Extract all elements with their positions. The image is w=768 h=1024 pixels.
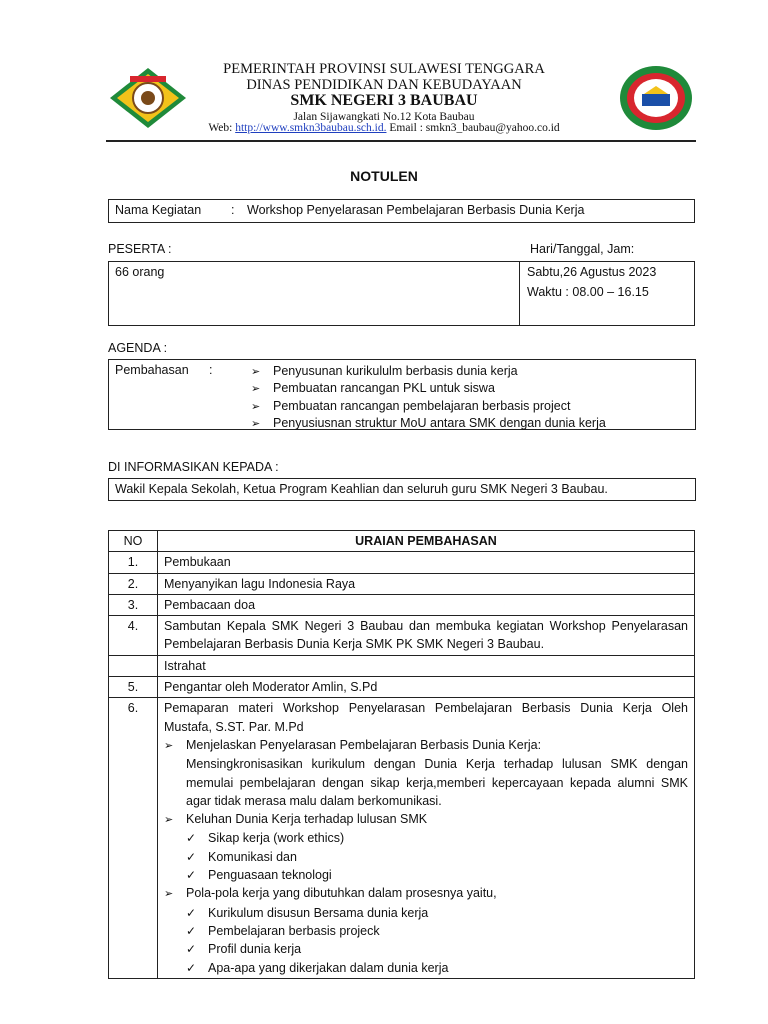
row-number: 1. [109, 552, 158, 573]
check-item: ✓ Komunikasi dan [186, 848, 688, 866]
col-no-header: NO [109, 531, 158, 552]
row6-content [158, 698, 695, 978]
row-number [109, 655, 158, 676]
arrow-bullet-icon: ➢ [164, 814, 174, 827]
row-number: 5. [109, 677, 158, 698]
check-item: ✓ Apa-apa yang dikerjakan dalam dunia kerja [186, 959, 688, 977]
peserta-divider [519, 262, 520, 325]
page-title: NOTULEN [350, 168, 418, 184]
date-value: Sabtu,26 Agustus 2023 [527, 265, 657, 279]
point2-title: ➢ Keluhan Dunia Kerja terhadap lulusan SMK [164, 810, 688, 829]
row-number: 3. [109, 594, 158, 615]
letterhead-line1: PEMERINTAH PROVINSI SULAWESI TENGGARA [223, 61, 545, 77]
web-label: Web: [208, 122, 236, 134]
kegiatan-value: Workshop Penyelarasan Pembelajaran Berbasis Dunia Kerja [247, 203, 585, 217]
school-name: SMK NEGERI 3 BAUBAU [290, 92, 478, 109]
checkmark-icon: ✓ [186, 923, 197, 938]
point3-title: ➢ Pola-pola kerja yang dibutuhkan dalam prosesnya yaitu, [164, 884, 688, 903]
point1-title: ➢ Menjelaskan Penyelarasan Pembelajaran Berbasis Dunia Kerja: [164, 736, 688, 755]
arrow-bullet-icon: ➢ [164, 888, 174, 901]
letterhead-line2: DINAS PENDIDIKAN DAN KEBUDAYAAN [246, 77, 522, 93]
arrow-bullet-icon: ➢ [251, 400, 261, 413]
table-row [109, 616, 695, 656]
kegiatan-sep: : [231, 203, 235, 217]
table-header-row [109, 531, 695, 552]
check-item: ✓ Pembelajaran berbasis projeck [186, 922, 688, 940]
row-text: Menyanyikan lagu Indonesia Raya [158, 573, 695, 594]
informasi-box [108, 478, 696, 501]
row-text: Pembacaan doa [158, 594, 695, 615]
website-link[interactable]: http://www.smkn3baubau.sch.id. [235, 122, 387, 134]
row-number: 6. [109, 698, 158, 978]
check-item: ✓ Penguasaan teknologi [186, 866, 688, 884]
arrow-bullet-icon: ➢ [251, 417, 261, 430]
kegiatan-box [108, 199, 695, 223]
peserta-value: 66 orang [115, 265, 165, 279]
peserta-label: PESERTA : [108, 242, 172, 256]
row-text: Pembukaan [158, 552, 695, 573]
row-text: Sambutan Kepala SMK Negeri 3 Baubau dan membuka kegiatan Workshop Penyelarasan Pembelajaran Berbasis Dunia Kerja SMK PK SMK Negeri 3 Baubau. [158, 616, 695, 656]
agenda-box [108, 359, 696, 430]
table-row [109, 698, 695, 978]
check-item: ✓ Sikap kerja (work ethics) [186, 829, 688, 847]
col-uraian-header: URAIAN PEMBAHASAN [158, 531, 695, 552]
row6-intro: Pemaparan materi Workshop Penyelarasan Pembelajaran Berbasis Dunia Kerja Oleh Mustafa, S.ST. Par. M.Pd [164, 701, 688, 734]
informasi-value: Wakil Kepala Sekolah, Ketua Program Keahlian dan seluruh guru SMK Negeri 3 Baubau. [115, 482, 608, 496]
agenda-item: ➢ Penyusunan kurikululm berbasis dunia kerja [251, 363, 606, 380]
contact-line [0, 122, 768, 134]
agenda-list [251, 363, 606, 432]
pembahasan-label: Pembahasan [115, 363, 189, 377]
point1-body: Mensingkronisasikan kurikulum dengan Dunia Kerja terhadap lulusan SMK dengan memulai pembelajaran dengan sikap kerja,memberi kepercayaan kepada alumni SMK agar tidak merasa malu dalam berkomunikasi. [186, 757, 688, 808]
agenda-item: ➢ Pembuatan rancangan pembelajaran berbasis project [251, 398, 606, 415]
email-address: smkn3_baubau@yahoo.co.id [425, 122, 560, 134]
row-number: 4. [109, 616, 158, 656]
row-text: Pengantar oleh Moderator Amlin, S.Pd [158, 677, 695, 698]
waktu-label: Hari/Tanggal, Jam: [530, 242, 635, 256]
letterhead-divider [106, 140, 696, 142]
kegiatan-label: Nama Kegiatan [115, 203, 202, 217]
check-item: ✓ Kurikulum disusun Bersama dunia kerja [186, 904, 688, 922]
check-item: ✓ Profil dunia kerja [186, 940, 688, 958]
checkmark-icon: ✓ [186, 868, 197, 883]
table-row [109, 655, 695, 676]
table-row [109, 594, 695, 615]
uraian-table [108, 530, 695, 979]
table-row [109, 677, 695, 698]
checkmark-icon: ✓ [186, 831, 197, 846]
time-value: Waktu : 08.00 – 16.15 [527, 285, 649, 299]
arrow-bullet-icon: ➢ [164, 739, 174, 752]
informasi-label: DI INFORMASIKAN KEPADA : [108, 460, 279, 474]
school-address: Jalan Sijawangkati No.12 Kota Baubau [293, 111, 475, 123]
agenda-label: AGENDA : [108, 341, 168, 355]
table-row [109, 573, 695, 594]
arrow-bullet-icon: ➢ [251, 383, 261, 396]
checkmark-icon: ✓ [186, 960, 197, 975]
agenda-item: ➢ Penyusiusnan struktur MoU antara SMK dengan dunia kerja [251, 415, 606, 432]
checkmark-icon: ✓ [186, 905, 197, 920]
pembahasan-sep: : [209, 363, 213, 377]
row-number: 2. [109, 573, 158, 594]
checkmark-icon: ✓ [186, 849, 197, 864]
table-row [109, 552, 695, 573]
agenda-item: ➢ Pembuatan rancangan PKL untuk siswa [251, 380, 606, 397]
email-label: Email : [386, 122, 426, 134]
peserta-box [108, 261, 695, 326]
arrow-bullet-icon: ➢ [251, 366, 261, 378]
checkmark-icon: ✓ [186, 942, 197, 957]
row-text: Istrahat [158, 655, 695, 676]
